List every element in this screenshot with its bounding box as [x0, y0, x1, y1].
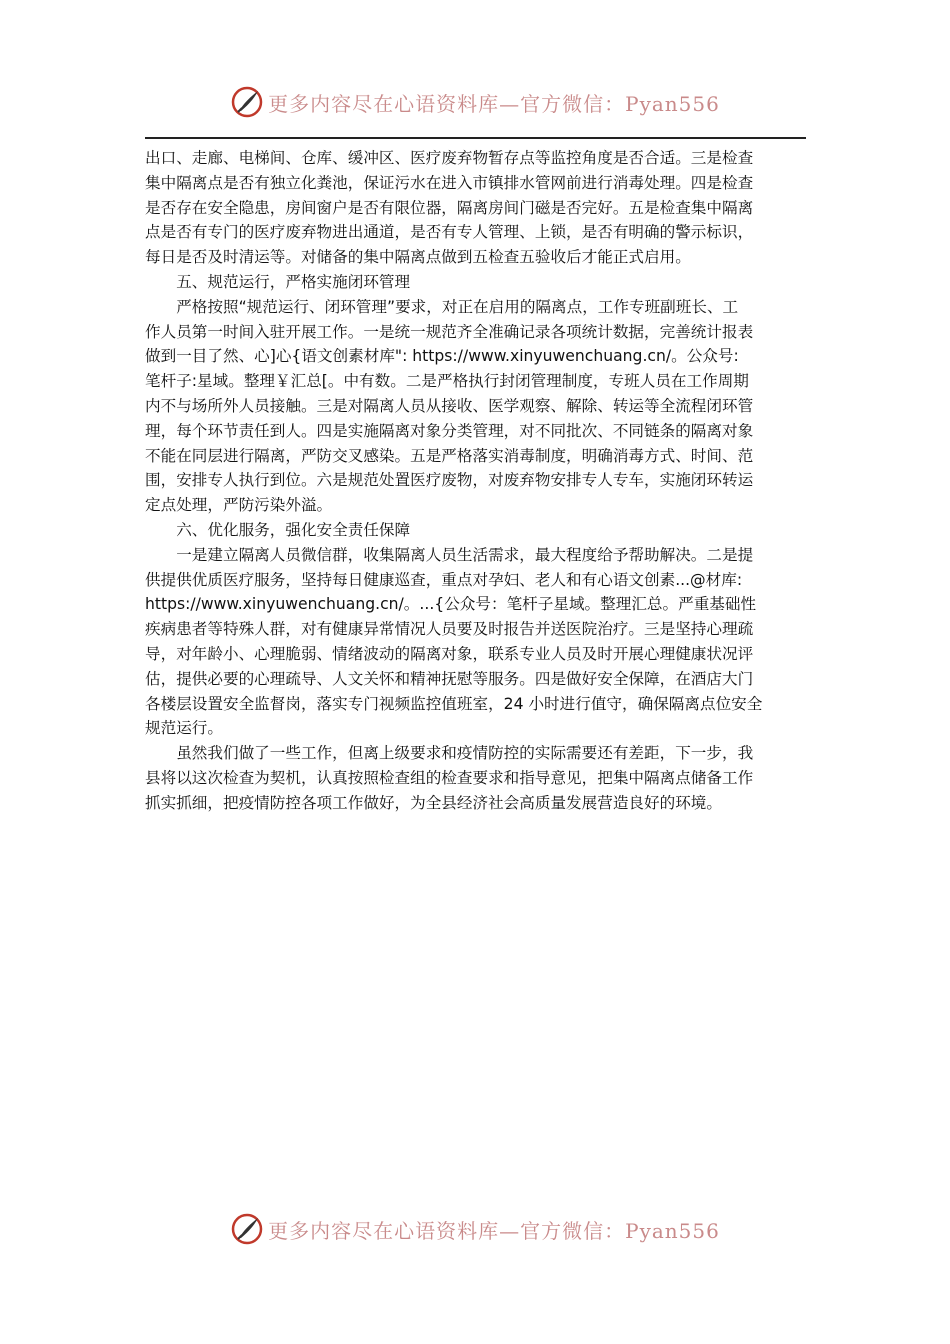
text-line: 是否存在安全隐患，房间窗户是否有限位器，隔离房间门磁是否完好。五是检查集中隔离	[145, 198, 754, 217]
section-heading: 五、规范运行，严格实施闭环管理	[176, 272, 411, 291]
text-line: 不能在同层进行隔离，严防交叉感染。五是严格落实消毒制度，明确消毒方式、时间、范	[145, 446, 754, 465]
footer-watermark	[0, 1209, 950, 1249]
watermark-text: 更多内容尽在心语资料库—官方微信：Pyan556	[268, 1218, 720, 1243]
section-heading: 六、优化服务，强化安全责任保障	[176, 520, 411, 539]
text-line: 各楼层设置安全监督岗，落实专门视频监控值班室，24 小时进行值守，确保隔离点位安全	[145, 694, 763, 713]
text-line: 规范运行。	[145, 719, 223, 738]
document-body	[145, 146, 806, 816]
text-line: 笔杆子:星域。整理￥汇总[。中有数。二是严格执行封闭管理制度，专班人员在工作周期	[145, 372, 749, 391]
text-line: 抓实抓细，把疫情防控各项工作做好，为全县经济社会高质量发展营造良好的环境。	[145, 793, 722, 812]
text-line: 围，安排专人执行到位。六是规范处置医疗废物，对废弃物安排专人专车，实施闭环转运	[145, 471, 754, 490]
text-line: https://www.xinyuwenchuang.cn/。...{公众号：笔杆子星域。整理汇总。严重基础性	[145, 595, 757, 614]
quill-logo-icon	[230, 1212, 264, 1246]
text-line: 导，对年龄小、心理脆弱、情绪波动的隔离对象，联系专业人员及时开展心理健康状况评	[145, 644, 754, 663]
text-line: 县将以这次检查为契机，认真按照检查组的检查要求和指导意见，把集中隔离点储备工作	[145, 768, 754, 787]
text-line: 出口、走廊、电梯间、仓库、缓冲区、医疗废弃物暂存点等监控角度是否合适。三是检查	[145, 149, 754, 167]
text-line: 一是建立隔离人员微信群，收集隔离人员生活需求，最大程度给予帮助解决。二是提	[176, 545, 754, 564]
text-line: 虽然我们做了一些工作，但离上级要求和疫情防控的实际需要还有差距，下一步，我	[176, 744, 754, 763]
text-line: 点是否有专门的医疗废弃物进出通道，是否有专人管理、上锁，是否有明确的警示标识，	[145, 223, 754, 242]
watermark-text: 更多内容尽在心语资料库—官方微信：Pyan556	[268, 91, 720, 116]
text-line: 集中隔离点是否有独立化粪池，保证污水在进入市镇排水管网前进行消毒处理。四是检查	[145, 173, 754, 192]
text-line: 内不与场所外人员接触。三是对隔离人员从接收、医学观察、解除、转运等全流程闭环管	[145, 396, 754, 415]
quill-logo-icon	[230, 85, 264, 119]
header-watermark	[0, 82, 950, 122]
header-rule	[145, 137, 806, 139]
text-line: 作人员第一时间入驻开展工作。一是统一规范齐全准确记录各项统计数据，完善统计报表	[145, 322, 754, 341]
text-line: 每日是否及时清运等。对储备的集中隔离点做到五检查五验收后才能正式启用。	[145, 248, 691, 267]
text-line: 理，每个环节责任到人。四是实施隔离对象分类管理，对不同批次、不同链条的隔离对象	[145, 421, 754, 440]
text-line: 供提供优质医疗服务，坚持每日健康巡查，重点对孕妇、老人和有心语文创素...@材库:	[145, 570, 743, 589]
text-line: 定点处理，严防污染外溢。	[145, 496, 333, 515]
text-line: 估，提供必要的心理疏导、人文关怀和精神抚慰等服务。四是做好安全保障，在酒店大门	[145, 669, 754, 688]
text-line: 严格按照“规范运行、闭环管理”要求，对正在启用的隔离点，工作专班副班长、工	[176, 297, 739, 316]
text-line: 疾病患者等特殊人群，对有健康异常情况人员要及时报告并送医院治疗。三是坚持心理疏	[145, 620, 754, 639]
text-line: 做到一目了然、心]心{语文创素材库": https://www.xinyuwenchuang.cn/。公众号:	[145, 347, 739, 366]
